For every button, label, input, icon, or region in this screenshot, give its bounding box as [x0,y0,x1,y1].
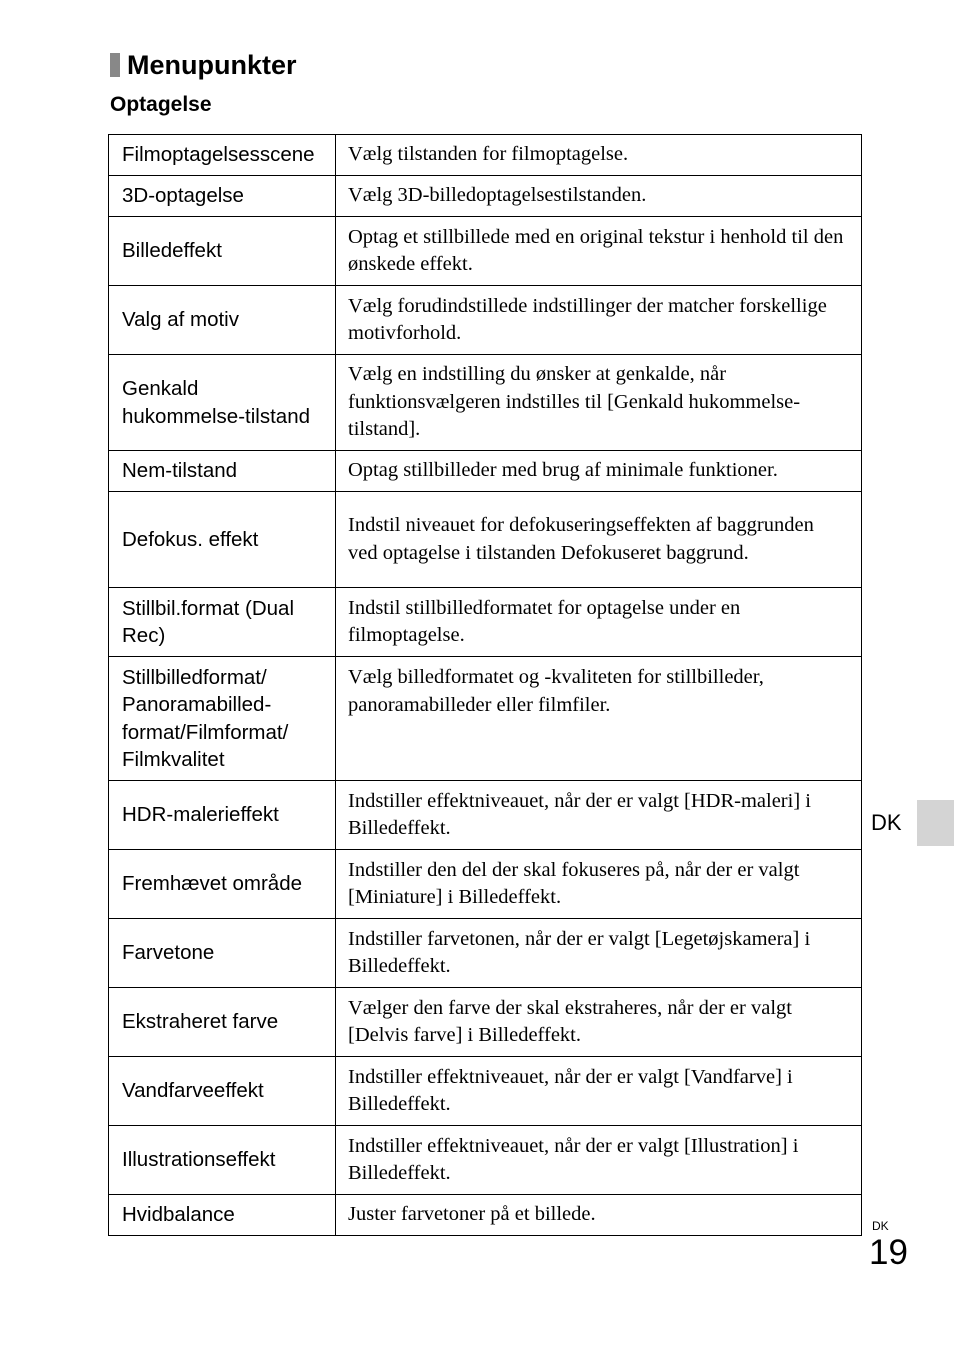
menu-item-name: Filmoptagelsesscene [109,135,336,176]
table-row [109,1126,862,1195]
menu-item-name: Genkald hukommelse-tilstand [109,355,336,451]
menu-item-name: Stillbil.format (Dual Rec) [109,588,336,657]
table-row [109,286,862,355]
section-heading [110,47,297,83]
menu-item-name: 3D-optagelse [109,176,336,217]
table-row [109,355,862,451]
menu-item-description: Juster farvetoner på et billede. [336,1195,862,1236]
menu-item-description: Indstiller effektniveauet, når der er valgt [HDR-maleri] i Billedeffekt. [336,781,862,850]
menu-item-description: Vælger den farve der skal ekstraheres, når der er valgt [Delvis farve] i Billedeffekt. [336,988,862,1057]
menu-item-description: Indstiller den del der skal fokuseres på, når der er valgt [Miniature] i Billedeffekt. [336,850,862,919]
page-language-label: DK [872,1219,889,1233]
menu-item-name: Illustrationseffekt [109,1126,336,1195]
menu-item-description: Indstiller effektniveauet, når der er valgt [Vandfarve] i Billedeffekt. [336,1057,862,1126]
menu-item-name: Defokus. effekt [109,492,336,588]
menu-item-description: Vælg en indstilling du ønsker at genkalde, når funktionsvælgeren indstilles til [Genkald hukommelse-tilstand]. [336,355,862,451]
menu-item-name: HDR-malerieffekt [109,781,336,850]
menu-item-description: Indstiller farvetonen, når der er valgt [Legetøjskamera] i Billedeffekt. [336,919,862,988]
menu-item-name: Hvidbalance [109,1195,336,1236]
table-row [109,492,862,588]
section-subtitle: Optagelse [110,93,212,116]
menu-item-name: Vandfarveeffekt [109,1057,336,1126]
table-row [109,588,862,657]
menu-item-description: Vælg forudindstillede indstillinger der matcher forskellige motivforhold. [336,286,862,355]
menu-item-name: Valg af motiv [109,286,336,355]
menu-item-name: Fremhævet område [109,850,336,919]
menu-item-description: Optag stillbilleder med brug af minimale funktioner. [336,451,862,492]
menu-item-name: Billedeffekt [109,217,336,286]
table-row [109,176,862,217]
menu-item-description: Vælg tilstanden for filmoptagelse. [336,135,862,176]
table-row [109,217,862,286]
menu-item-name: Stillbilledformat/ Panoramabilled-format/Filmformat/ Filmkvalitet [109,657,336,781]
menu-item-description: Vælg 3D-billedoptagelsestilstanden. [336,176,862,217]
menu-item-description: Indstiller effektniveauet, når der er valgt [Illustration] i Billedeffekt. [336,1126,862,1195]
menu-item-description: Indstil niveauet for defokuseringseffekten af baggrunden ved optagelse i tilstanden Defokuseret baggrund. [336,492,862,588]
menu-item-description: Vælg billedformatet og -kvaliteten for stillbilleder, panoramabilleder eller filmfiler. [336,657,862,781]
menu-item-description: Optag et stillbillede med en original tekstur i henhold til den ønskede effekt. [336,217,862,286]
table-row [109,1195,862,1236]
language-side-tab [917,800,954,846]
table-row [109,135,862,176]
table-row [109,850,862,919]
menu-item-description: Indstil stillbilledformatet for optagelse under en filmoptagelse. [336,588,862,657]
menu-item-name: Ekstraheret farve [109,988,336,1057]
page-number: 19 [869,1233,908,1272]
menu-item-name: Farvetone [109,919,336,988]
page-title: Menupunkter [127,50,297,80]
heading-marker [110,53,120,77]
language-side-label: DK [871,810,902,835]
table-row [109,657,862,781]
table-row [109,781,862,850]
table-row [109,988,862,1057]
table-row [109,451,862,492]
menu-item-name: Nem-tilstand [109,451,336,492]
table-row [109,919,862,988]
menu-items-table [108,134,862,1236]
table-row [109,1057,862,1126]
